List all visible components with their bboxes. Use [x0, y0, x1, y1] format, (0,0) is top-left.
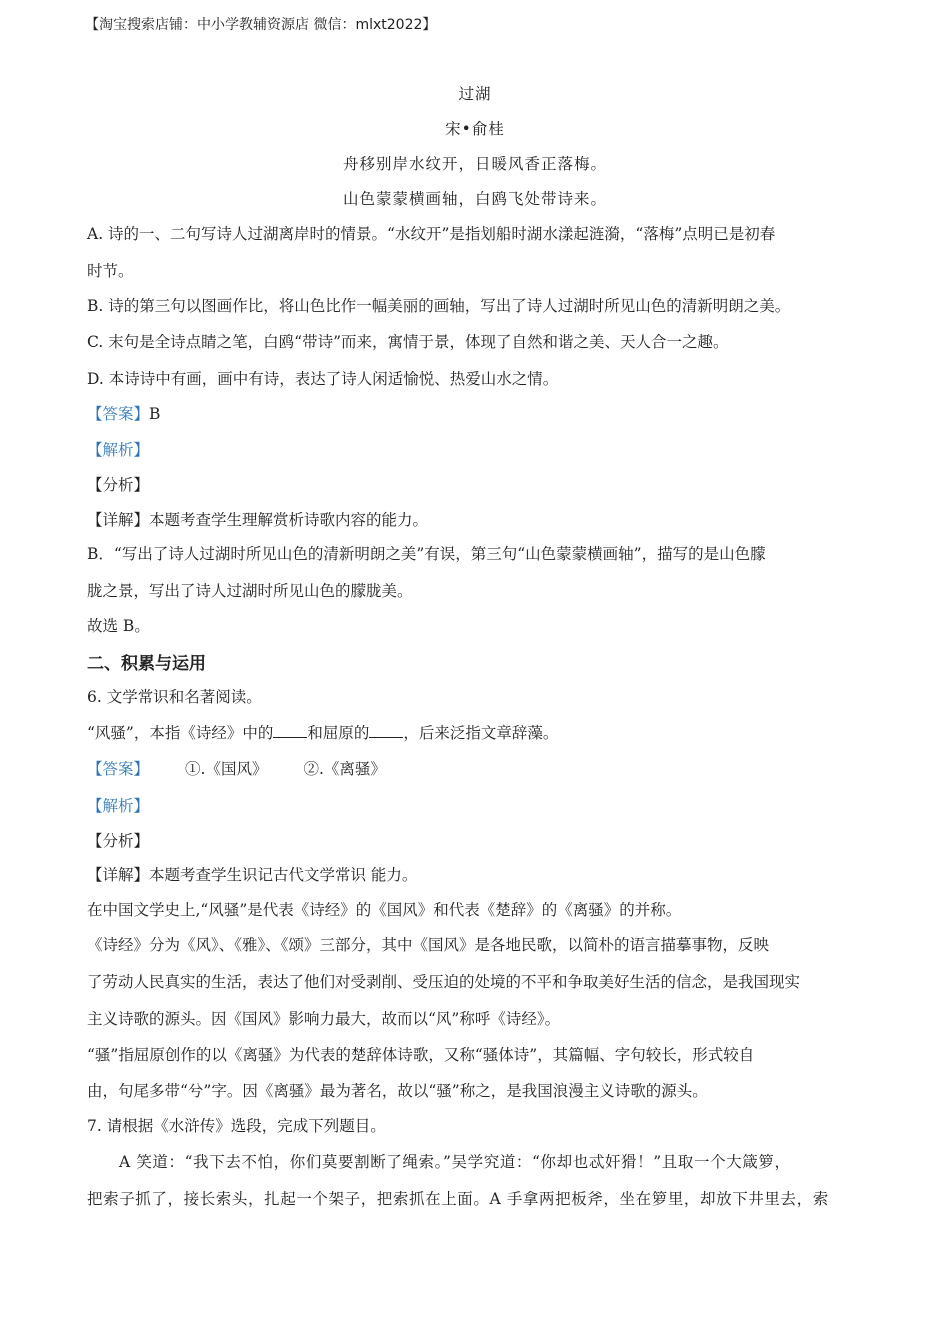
- paragraph-1: 在中国文学史上,“风骚”是代表《诗经》的《国风》和代表《楚辞》的《离骚》的并称。: [87, 901, 682, 919]
- explanation-line-1: B．“写出了诗人过湖时所见山色的清新明朗之美”有误，第三句“山色蒙蒙横画轴”，描写的是山色朦: [87, 545, 766, 563]
- poem-line-2: 山色蒙蒙横画轴，白鸥飞处带诗来。: [342, 190, 607, 208]
- explanation-line-2: 胧之景，写出了诗人过湖时所见山色的朦胧美。: [87, 582, 413, 600]
- answer-blank-2: [369, 723, 403, 738]
- detail-text: 【详解】本题考查学生理解赏析诗歌内容的能力。: [87, 511, 429, 529]
- answer-label: 【答案】: [87, 405, 150, 423]
- answer-row-q5: [87, 402, 160, 424]
- answer-row-q6: [87, 757, 386, 779]
- option-a-line-2: 时节。: [87, 262, 134, 280]
- answer-label: 【答案】: [87, 760, 150, 778]
- poem-author: 宋•俞桂: [445, 120, 505, 138]
- conclusion: 故选 B。: [87, 617, 150, 635]
- q6-title: 6. 文学常识和名著阅读。: [87, 688, 262, 706]
- q6-prompt: [87, 721, 558, 743]
- q6-prompt-c: ，后来泛指文章辞藻。: [403, 724, 559, 742]
- passage-line-1: A 笑道：“我下去不怕，你们莫要割断了绳索。”吴学究道：“你却也忒奸猾！”且取一个大箴箩，: [119, 1153, 791, 1171]
- option-c: C. 末句是全诗点睛之笔，白鸥“带诗”而来，寓情于景，体现了自然和谐之美、天人合一之趣。: [87, 333, 729, 351]
- q7-title: 7. 请根据《水浒传》选段，完成下列题目。: [87, 1117, 386, 1135]
- paragraph-3-line-2: 由，句尾多带“兮”字。因《离骚》最为著名，故以“骚”称之，是我国浪漫主义诗歌的源头。: [87, 1082, 708, 1100]
- option-a-line-1: A. 诗的一、二句写诗人过湖离岸时的情景。“水纹开”是指划船时湖水漾起涟漪，“落梅”点明已是初春: [87, 225, 776, 243]
- paragraph-2-line-2: 了劳动人民真实的生活，表达了他们对受剥削、受压迫的处境的不平和争取美好生活的信念，是我国现实: [87, 973, 801, 991]
- paragraph-2-line-1: 《诗经》分为《风》、《雅》、《颂》三部分，其中《国风》是各地民歌，以简朴的语言描摹事物，反映: [87, 936, 770, 954]
- answer-item-1: ①.《国风》: [185, 760, 268, 778]
- q6-prompt-b: 和屈原的: [307, 724, 370, 742]
- detail-text: 【详解】本题考查学生识记古代文学常识 能力。: [87, 866, 418, 884]
- option-d: D. 本诗诗中有画，画中有诗，表达了诗人闲适愉悦、热爱山水之情。: [87, 370, 559, 388]
- fenxi-label: 【分析】: [87, 476, 150, 494]
- poem-line-1: 舟移别岸水纹开，日暖风香正落梅。: [342, 155, 607, 173]
- answer-blank-1: [273, 723, 307, 738]
- page-header-watermark: 【淘宝搜索店铺：中小学教辅资源店 微信：mlxt2022】: [85, 17, 437, 33]
- analysis-label: 【解析】: [87, 441, 150, 459]
- answer-item-2: ②.《离骚》: [303, 760, 386, 778]
- q6-prompt-a: “风骚”，本指《诗经》中的: [87, 724, 274, 742]
- section-heading: 二、积累与运用: [87, 654, 206, 674]
- poem-title: 过湖: [458, 85, 492, 103]
- paragraph-3-line-1: “骚”指屈原创作的以《离骚》为代表的楚辞体诗歌，又称“骚体诗”，其篇幅、字句较长，形式较自: [87, 1046, 755, 1064]
- paragraph-2-line-3: 主义诗歌的源头。因《国风》影响力最大，故而以“风”称呼《诗经》。: [87, 1010, 561, 1028]
- passage-line-2: 把索子抓了，接长索头，扎起一个架子，把索抓在上面。A 手拿两把板斧，坐在箩里，却放下井里去，索: [87, 1190, 829, 1208]
- answer-value: B: [149, 405, 161, 423]
- fenxi-label: 【分析】: [87, 832, 150, 850]
- analysis-label: 【解析】: [87, 797, 150, 815]
- option-b: B. 诗的第三句以图画作比，将山色比作一幅美丽的画轴，写出了诗人过湖时所见山色的清新明朗之美。: [87, 297, 791, 315]
